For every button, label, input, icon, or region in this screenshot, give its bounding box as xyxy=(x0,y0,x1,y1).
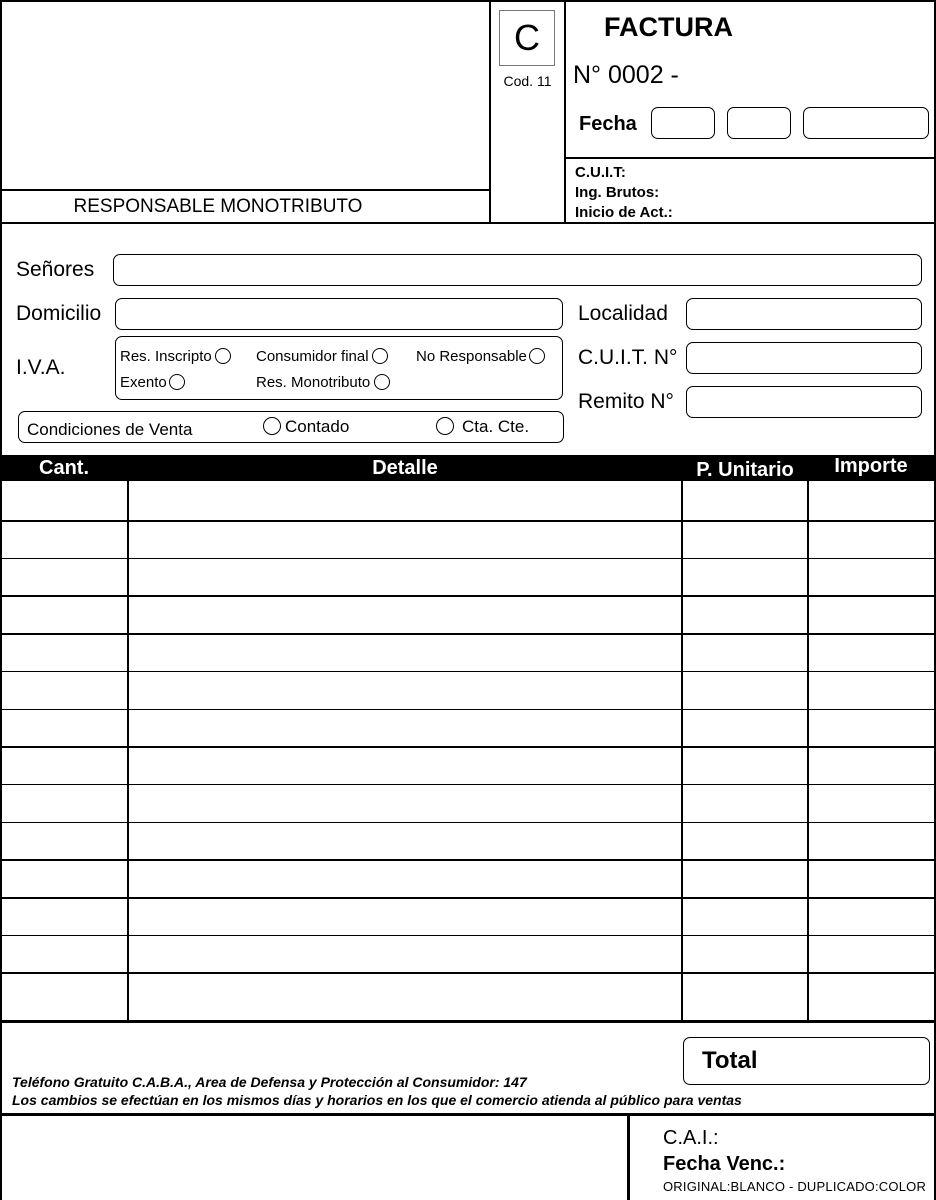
iva-option-consumidor-final-label: Consumidor final xyxy=(256,348,369,365)
col-divider-cant xyxy=(127,481,129,1021)
header-importe: Importe xyxy=(834,455,908,477)
body-left-border xyxy=(0,222,2,1200)
condiciones-venta-label: Condiciones de Venta xyxy=(27,420,193,439)
iva-option-res-inscripto[interactable] xyxy=(120,348,231,365)
remito-label: Remito N° xyxy=(578,390,674,413)
header-cant: Cant. xyxy=(39,457,89,479)
table-header xyxy=(0,455,936,481)
invoice-divider xyxy=(564,157,936,159)
table-row-line xyxy=(2,746,934,748)
copies-legend: ORIGINAL:BLANCO - DUPLICADO:COLOR xyxy=(663,1179,927,1194)
issuer-area xyxy=(2,2,488,188)
ing-brutos-label: Ing. Brutos: xyxy=(575,184,660,201)
contado-label: Contado xyxy=(285,417,350,436)
printer-info-area xyxy=(2,1117,626,1197)
domicilio-field[interactable] xyxy=(115,298,563,330)
col-divider-detalle xyxy=(681,481,683,1021)
iva-option-exento[interactable] xyxy=(120,374,185,391)
fecha-month-field[interactable] xyxy=(727,107,791,139)
returns-policy-note: Los cambios se efectúan en los mismos días y horarios en los que el comercio atienda al público para ventas xyxy=(12,1092,742,1108)
iva-option-no-responsable[interactable] xyxy=(416,348,545,365)
fecha-year-field[interactable] xyxy=(803,107,929,139)
res-monotributo-radio[interactable] xyxy=(374,374,390,390)
inicio-actividades-label: Inicio de Act.: xyxy=(575,204,673,221)
consumer-phone-note: Teléfono Gratuito C.A.B.A., Area de Defensa y Protección al Consumidor: 147 xyxy=(12,1074,527,1090)
total-label: Total xyxy=(702,1047,758,1074)
table-bottom-rule xyxy=(0,1020,936,1023)
contado-option[interactable] xyxy=(263,417,349,437)
footer-divider xyxy=(627,1115,630,1200)
table-row-line xyxy=(2,671,934,673)
document-title: FACTURA xyxy=(604,12,733,42)
consumidor-final-radio[interactable] xyxy=(372,348,388,364)
invoice-code: Cod. 11 xyxy=(503,73,552,89)
cta-cte-radio[interactable] xyxy=(436,417,454,435)
client-cuit-label: C.U.I.T. N° xyxy=(578,346,678,369)
senores-label: Señores xyxy=(16,258,95,281)
client-cuit-field[interactable] xyxy=(686,342,922,374)
table-row-line xyxy=(2,633,934,635)
table-row-line xyxy=(2,558,934,560)
iva-label: I.V.A. xyxy=(16,356,66,379)
footer-rule xyxy=(0,1113,936,1116)
invoice-number: N° 0002 - xyxy=(573,61,679,89)
table-row-line xyxy=(2,935,934,937)
col-divider-unitario xyxy=(807,481,809,1021)
table-row-line xyxy=(2,784,934,786)
fecha-vencimiento-label: Fecha Venc.: xyxy=(663,1153,786,1175)
iva-option-no-responsable-label: No Responsable xyxy=(416,348,527,365)
iva-option-exento-label: Exento xyxy=(120,374,167,391)
remito-field[interactable] xyxy=(686,386,922,418)
table-row-line xyxy=(2,822,934,824)
cai-label: C.A.I.: xyxy=(663,1127,719,1149)
res-inscripto-radio[interactable] xyxy=(215,348,231,364)
fecha-day-field[interactable] xyxy=(651,107,715,139)
localidad-field[interactable] xyxy=(686,298,922,330)
invoice-letter: C xyxy=(514,17,540,58)
header-divider-right xyxy=(564,0,566,224)
table-row-line xyxy=(2,520,934,522)
cta-cte-option[interactable] xyxy=(436,417,529,437)
table-row-line xyxy=(2,972,934,974)
cta-cte-label: Cta. Cte. xyxy=(462,417,530,436)
fecha-label: Fecha xyxy=(579,113,637,135)
table-row-line xyxy=(2,859,934,861)
header-p-unitario: P. Unitario xyxy=(696,459,794,481)
iva-option-res-monotributo-label: Res. Monotributo xyxy=(256,374,371,391)
table-row-line xyxy=(2,709,934,711)
iva-option-consumidor-final[interactable] xyxy=(256,348,388,365)
header-detalle: Detalle xyxy=(372,457,438,479)
table-row-line xyxy=(2,897,934,899)
table-row-line xyxy=(2,595,934,597)
responsable-monotributo: RESPONSABLE MONOTRIBUTO xyxy=(73,196,363,217)
exento-radio[interactable] xyxy=(169,374,185,390)
issuer-divider xyxy=(0,189,491,191)
iva-option-res-inscripto-label: Res. Inscripto xyxy=(120,348,212,365)
iva-option-res-monotributo[interactable] xyxy=(256,374,390,391)
contado-radio[interactable] xyxy=(263,417,281,435)
localidad-label: Localidad xyxy=(578,302,668,325)
senores-field[interactable] xyxy=(113,254,922,286)
issuer-cuit-label: C.U.I.T: xyxy=(575,164,626,181)
domicilio-label: Domicilio xyxy=(16,302,102,325)
no-responsable-radio[interactable] xyxy=(529,348,545,364)
